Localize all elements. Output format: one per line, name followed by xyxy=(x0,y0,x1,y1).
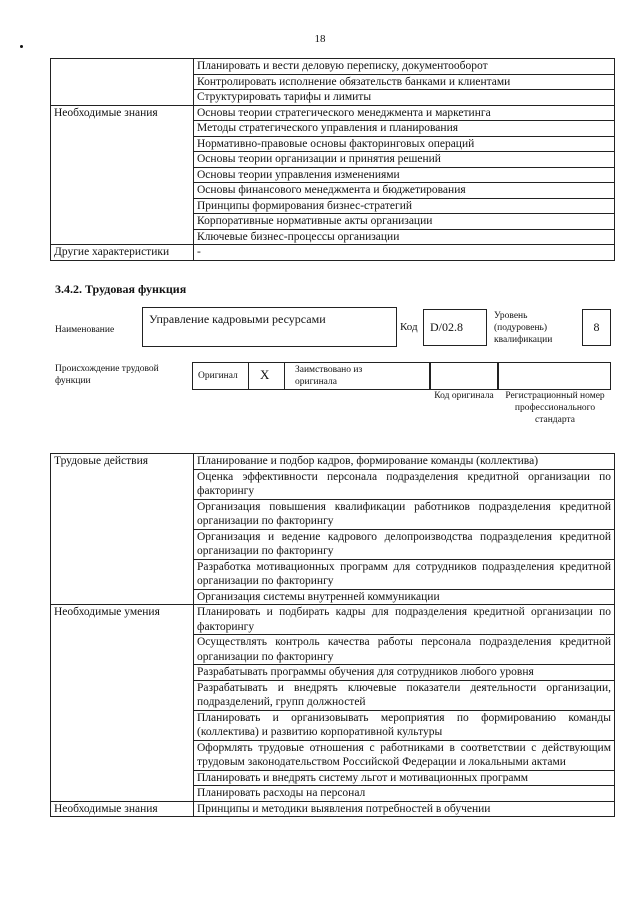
level-box xyxy=(582,309,611,346)
divider xyxy=(248,362,250,389)
table-cell: Контролировать исполнение обязательств банками и клиентами xyxy=(194,74,615,90)
table-cell: Разрабатывать и внедрять ключевые показатели деятельности организации, подразделений, групп должностей xyxy=(194,680,615,710)
table-cell: Планирование и подбор кадров, формирование команды (коллектива) xyxy=(194,454,615,470)
table-cell: Организация повышения квалификации работников подразделения кредитной организации по факторингу xyxy=(194,499,615,529)
table-cell: Основы теории управления изменениями xyxy=(194,167,615,183)
table-cell: Основы теории стратегического менеджмента и маркетинга xyxy=(194,105,615,121)
row-label-actions: Трудовые действия xyxy=(51,454,194,605)
row-label-knowledge: Необходимые знания xyxy=(51,105,194,245)
table-cell: Оценка эффективности персонала подразделения кредитной организации по факторингу xyxy=(194,469,615,499)
code-original-label: Код оригинала xyxy=(434,391,494,401)
row-label-skills: Необходимые умения xyxy=(51,605,194,802)
name-box xyxy=(142,307,397,347)
row-label xyxy=(51,59,194,106)
table-cell: Планировать и организовывать мероприятия по формированию команды (коллектива) и развитию корпоративной культуры xyxy=(194,710,615,740)
table-cell: Методы стратегического управления и планирования xyxy=(194,121,615,137)
table-cell: Организация и ведение кадрового делопроизводства подразделения кредитной организации по факторингу xyxy=(194,529,615,559)
level-label: Уровень (подуровень) квалификации xyxy=(494,311,553,345)
table-cell: Оформлять трудовые отношения с работниками в соответствии с действующим трудовым законодательством Российской Федерации и локальными актами xyxy=(194,740,615,770)
row-label-other: Другие характеристики xyxy=(51,245,194,261)
original-mark: X xyxy=(260,367,270,382)
borrowed-label: Заимствовано из оригинала xyxy=(295,365,363,387)
code-label: Код xyxy=(400,321,418,333)
row-label-knowledge: Необходимые знания xyxy=(51,801,194,817)
divider xyxy=(284,362,286,389)
table-cell: Организация системы внутренней коммуникации xyxy=(194,589,615,605)
function-details-table xyxy=(50,453,615,817)
table-cell: Нормативно-правовые основы факторинговых операций xyxy=(194,136,615,152)
name-label: Наименование xyxy=(55,325,115,335)
code-original-box xyxy=(429,362,499,390)
table-cell: Планировать расходы на персонал xyxy=(194,786,615,802)
table-cell: Принципы и методики выявления потребностей в обучении xyxy=(194,801,615,817)
reg-number-label: Регистрационный номер профессионального стандарта xyxy=(505,391,605,425)
scan-dot xyxy=(20,45,23,48)
knowledge-table-top xyxy=(50,58,615,261)
table-cell: - xyxy=(194,245,615,261)
original-label: Оригинал xyxy=(198,371,238,381)
table-cell: Разрабатывать программы обучения для сотрудников любого уровня xyxy=(194,665,615,681)
table-cell: Основы теории организации и принятия решений xyxy=(194,152,615,168)
origin-label: Происхождение трудовой функции xyxy=(55,364,159,386)
reg-number-box xyxy=(497,362,611,390)
level-value: 8 xyxy=(593,320,600,334)
table-cell: Планировать и вести деловую переписку, документооборот xyxy=(194,59,615,75)
table-cell: Основы финансового менеджмента и бюджетирования xyxy=(194,183,615,199)
table-cell: Осуществлять контроль качества работы персонала подразделения кредитной организации по факторингу xyxy=(194,635,615,665)
section-heading: 3.4.2. Трудовая функция xyxy=(55,282,187,296)
code-value: D/02.8 xyxy=(430,320,463,334)
table-cell: Разработка мотивационных программ для сотрудников подразделения кредитной организации по факторингу xyxy=(194,559,615,589)
table-cell: Принципы формирования бизнес-стратегий xyxy=(194,198,615,214)
table-cell: Планировать и подбирать кадры для подразделения кредитной организации по факторингу xyxy=(194,605,615,635)
name-value: Управление кадровыми ресурсами xyxy=(149,312,326,326)
table-cell: Ключевые бизнес-процессы организации xyxy=(194,229,615,245)
table-cell: Структурировать тарифы и лимиты xyxy=(194,90,615,106)
code-box xyxy=(423,309,487,346)
page-number: 18 xyxy=(314,33,326,45)
table-cell: Корпоративные нормативные акты организации xyxy=(194,214,615,230)
table-cell: Планировать и внедрять систему льгот и мотивационных программ xyxy=(194,770,615,786)
